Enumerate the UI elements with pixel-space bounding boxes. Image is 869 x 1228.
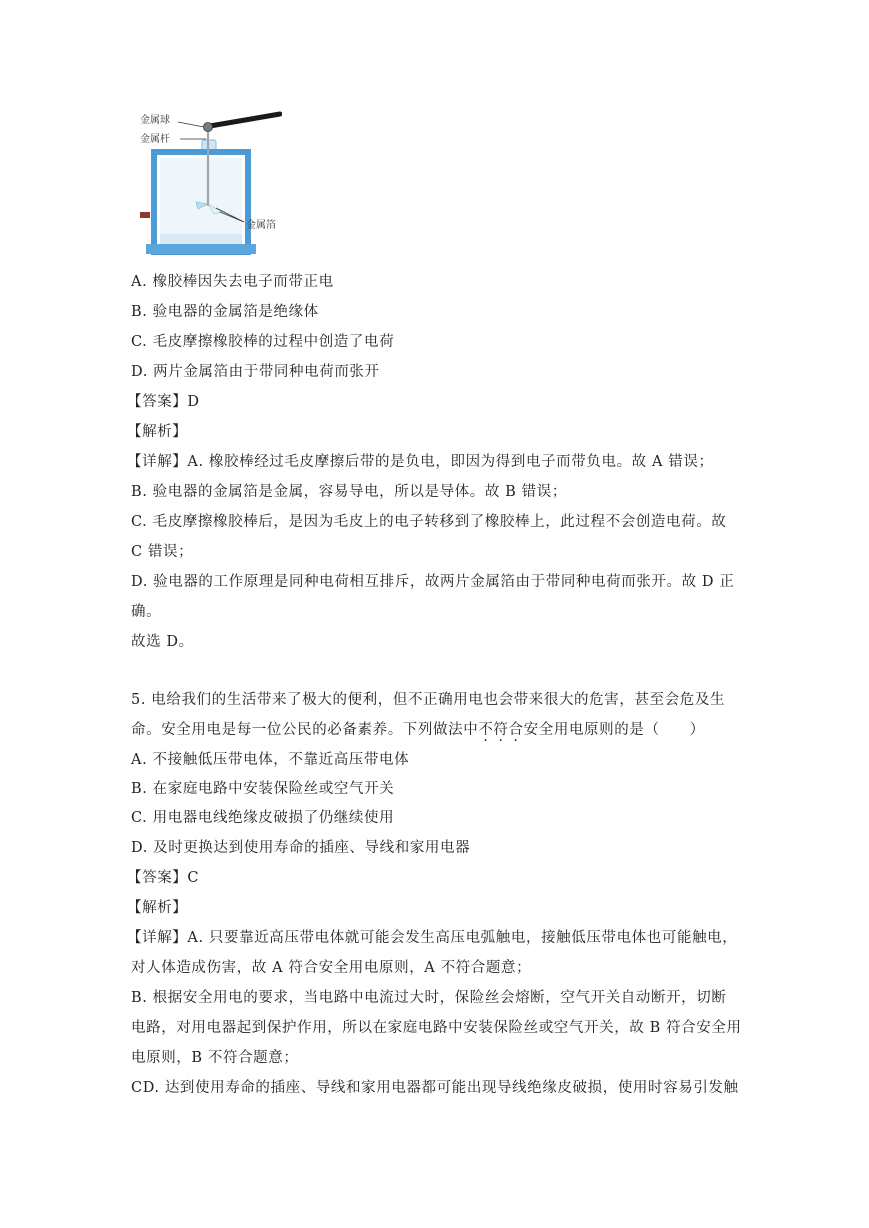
q4-conclusion: 故选 D。: [131, 634, 194, 650]
q4-option-c: C. 毛皮摩擦橡胶棒的过程中创造了电荷: [131, 334, 395, 350]
q4-analysis-heading: 【解析】: [127, 424, 188, 440]
q5-option-c: C. 用电器电线绝缘皮破损了仍继续使用: [131, 810, 395, 826]
q5-stem-line-2-part-b: 安全用电原则的是（ ）: [523, 722, 705, 738]
q5-option-b: B. 在家庭电路中安装保险丝或空气开关: [131, 781, 395, 797]
q4-option-a: A. 橡胶棒因失去电子而带正电: [131, 274, 334, 290]
q5-answer: 【答案】C: [127, 870, 200, 886]
label-metal-foil: 金属箔: [246, 220, 276, 231]
q4-detail-line: 【详解】A. 橡胶棒经过毛皮摩擦后带的是负电，即因为得到电子而带负电。故 A 错误；: [127, 454, 714, 470]
q4-option-b: B. 验电器的金属箔是绝缘体: [131, 304, 319, 320]
electroscope-image: [130, 108, 282, 260]
emphasis-char: 不: [478, 722, 494, 738]
q5-stem-line-2: [131, 720, 705, 740]
q5-detail-line: 电原则，B 不符合题意；: [131, 1050, 299, 1066]
q4-detail-line: B. 验电器的金属箔是金属，容易导电，所以是导体。故 B 错误；: [131, 484, 567, 500]
q4-option-d: D. 两片金属箔由于带同种电荷而张开: [131, 364, 380, 380]
label-metal-ball: 金属球: [140, 115, 170, 126]
metal-ball-icon: [204, 123, 213, 132]
q4-detail-line: D. 验电器的工作原理是同种电荷相互排斥，故两片金属箔由于带同种电荷而张开。故 D 正: [131, 574, 735, 590]
q5-detail-line: 电路，对用电器起到保护作用，所以在家庭电路中安装保险丝或空气开关，故 B 符合安全用: [131, 1020, 742, 1036]
q4-answer: 【答案】D: [127, 394, 200, 410]
q5-detail-line: 对人体造成伤害，故 A 符合安全用电原则，A 不符合题意；: [131, 960, 532, 976]
q5-detail-line: B. 根据安全用电的要求，当电路中电流过大时，保险丝会熔断，空气开关自动断开，切断: [131, 990, 727, 1006]
q4-detail-line: C 错误；: [131, 544, 194, 560]
q5-analysis-heading: 【解析】: [127, 900, 188, 916]
q5-stem-line-1: 5. 电给我们的生活带来了极大的便利，但不正确用电也会带来很大的危害，甚至会危及生: [131, 692, 726, 708]
q5-detail-line: CD. 达到使用寿命的插座、导线和家用电器都可能出现导线绝缘皮破损，使用时容易引发触: [131, 1080, 739, 1096]
q5-option-d: D. 及时更换达到使用寿命的插座、导线和家用电器: [131, 840, 471, 856]
electroscope-figure: [130, 108, 282, 260]
q5-detail-line: 【详解】A. 只要靠近高压带电体就可能会发生高压电弧触电，接触低压带电体也可能触电，: [127, 930, 738, 946]
q5-stem-line-2-part-a: 命。安全用电是每一位公民的必备素养。下列做法中: [131, 722, 479, 738]
emphasis-char: 合: [508, 722, 524, 738]
q4-detail-line: 确。: [131, 604, 162, 620]
emphasis-char: 符: [493, 722, 509, 738]
q5-option-a: A. 不接触低压带电体，不靠近高压带电体: [131, 752, 410, 768]
label-metal-rod: 金属杆: [140, 134, 170, 145]
q4-detail-line: C. 毛皮摩擦橡胶棒后，是因为毛皮上的电子转移到了橡胶棒上，此过程不会创造电荷。故: [131, 514, 727, 530]
